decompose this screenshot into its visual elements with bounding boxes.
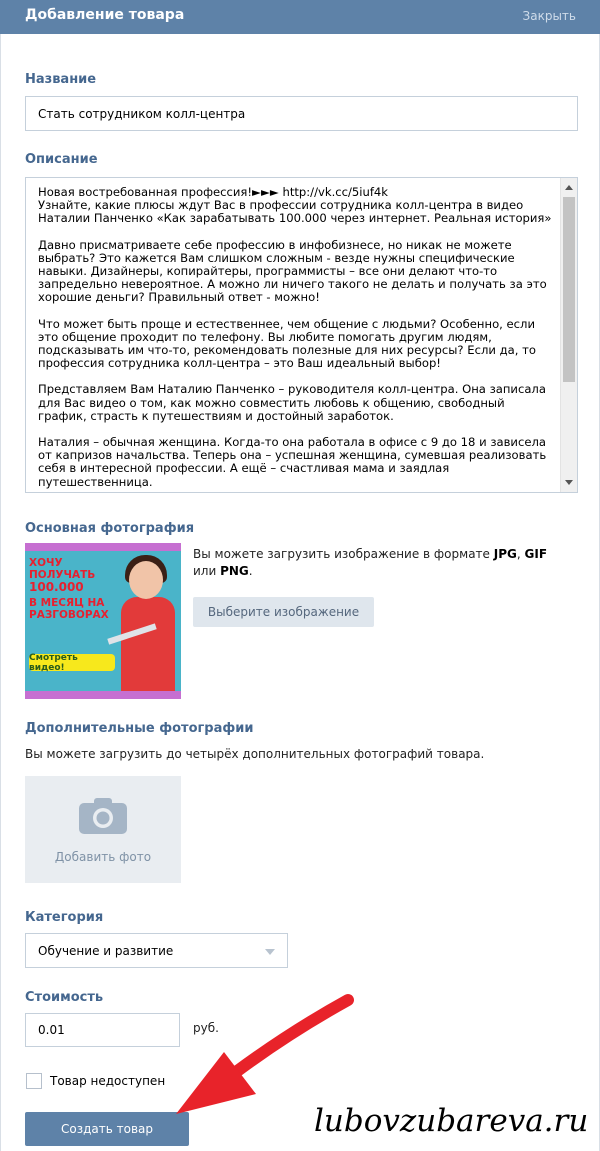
- format-png: PNG: [220, 564, 249, 578]
- choose-image-button[interactable]: Выберите изображение: [193, 597, 374, 627]
- photo-frame-top: [25, 543, 181, 551]
- create-product-button[interactable]: Создать товар: [25, 1112, 189, 1146]
- camera-icon: [79, 798, 127, 834]
- description-textarea[interactable]: [25, 177, 578, 493]
- extra-photos-label: Дополнительные фотографии: [25, 721, 254, 736]
- photo-frame-bottom: [25, 691, 181, 699]
- scroll-up-arrow-icon[interactable]: [565, 185, 573, 190]
- chevron-down-icon: [265, 949, 275, 955]
- main-photo-thumbnail[interactable]: [25, 543, 181, 699]
- description-text: [38, 186, 556, 502]
- description-paragraph-5: Наталия – обычная женщина. Когда-то она работала в офисе с 9 до 18 и зависела от капризов начальства. Теперь она – успешная женщина, сумевшая реализовать себя в интересной профессии. А ещё – счастливая мама и заядлая путешественница.: [38, 435, 547, 489]
- main-photo-hint: [193, 546, 573, 580]
- category-select[interactable]: [25, 933, 288, 968]
- extra-photos-hint: Вы можете загрузить до четырёх дополнительных фотографий товара.: [25, 747, 485, 761]
- price-label: Стоимость: [25, 990, 104, 1005]
- unavailable-checkbox[interactable]: [26, 1073, 42, 1089]
- format-jpg: JPG: [493, 547, 517, 561]
- dialog-header: [0, 0, 600, 34]
- hint-sep2: или: [193, 564, 221, 578]
- format-gif: GIF: [524, 547, 548, 561]
- scroll-down-arrow-icon[interactable]: [565, 480, 573, 485]
- hint-prefix: Вы можете загрузить изображение в формате: [193, 547, 494, 561]
- close-link[interactable]: Закрыть: [522, 9, 576, 23]
- currency-label: руб.: [193, 1021, 219, 1035]
- category-label: Категория: [25, 910, 104, 925]
- description-scrollbar[interactable]: [560, 178, 577, 492]
- add-photo-label: Добавить фото: [54, 850, 152, 864]
- photo-watch-video-badge: Смотреть видео!: [29, 654, 115, 671]
- photo-text-line3: В МЕСЯЦ НА РАЗГОВОРАХ: [29, 597, 109, 621]
- name-label: Название: [25, 72, 97, 87]
- scroll-thumb[interactable]: [563, 197, 575, 382]
- unavailable-label[interactable]: Товар недоступен: [50, 1074, 166, 1088]
- woman-figure: [121, 597, 175, 691]
- red-arrow-annotation-icon: [170, 990, 370, 1115]
- category-selected-value: Обучение и развитие: [38, 943, 174, 958]
- hint-sep1: ,: [516, 547, 525, 561]
- description-paragraph-2: Давно присматриваете себе профессию в инфобизнесе, но никак не можете выбрать? Это кажется Вам слишком сложным - везде нужны специфические навыки. Дизайнеры, копирайтеры, программисты – все они делают что-то запредельно невероятное. А можно ли ничего такого не делать и получать за это хорошие деньги? Правильный ответ - можно!: [38, 237, 547, 305]
- photo-text-line2: 100.000: [29, 580, 84, 594]
- dialog-title: Добавление товара: [25, 7, 185, 23]
- description-paragraph-4: Представляем Вам Наталию Панченко – руководителя колл-центра. Она записала для Вас видео о том, как можно совместить любовь к общению, свободный график, страсть к путешествиям и достойный заработок.: [38, 382, 546, 423]
- woman-face: [129, 561, 163, 599]
- hint-suffix: .: [248, 564, 253, 578]
- main-photo-label: Основная фотография: [25, 521, 195, 536]
- photo-text-line1: ХОЧУ ПОЛУЧАТЬ: [29, 557, 96, 581]
- description-label: Описание: [25, 152, 98, 167]
- add-photo-button[interactable]: [25, 776, 181, 883]
- description-paragraph-3: Что может быть проще и естественнее, чем общение с людьми? Особенно, если это общение проходит по телефону. Вы любите помогать другим людям, подсказывать им что-то, рекомендовать полезные для них ресурсы? Если да, то профессия сотрудника колл-центра – это Ваш идеальный выбор!: [38, 316, 536, 371]
- description-paragraph-1: Новая востребованная профессия!►►► http://vk.cc/5iuf4k Узнайте, какие плюсы ждут Вас в профессии сотрудника колл-центра в видео Наталии Панченко «Как зарабатывать 100.000 через интернет. Реальная история»: [38, 185, 552, 226]
- name-input[interactable]: Стать сотрудником колл-центра: [25, 96, 578, 131]
- price-input[interactable]: 0.01: [25, 1013, 180, 1047]
- watermark-text: lubovzubareva.ru: [314, 1103, 589, 1139]
